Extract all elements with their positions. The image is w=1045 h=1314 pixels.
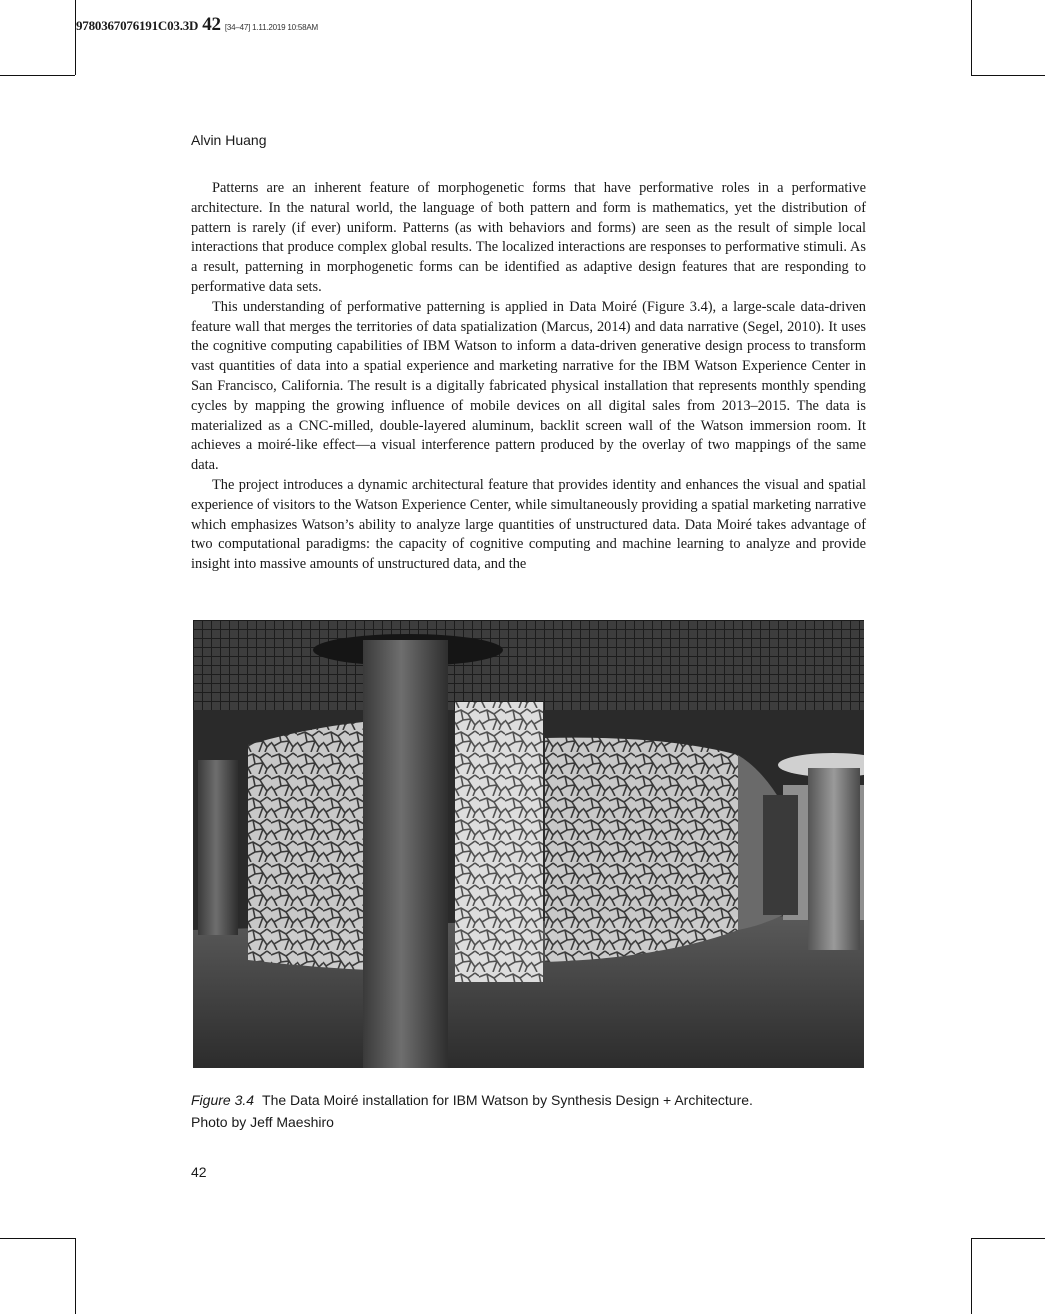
caption-text: The Data Moiré installation for IBM Watson by Synthesis Design + Architecture. xyxy=(262,1092,753,1108)
crop-mark xyxy=(75,1238,76,1314)
crop-mark xyxy=(971,1238,972,1314)
paragraph: This understanding of performative patterning is applied in Data Moiré (Figure 3.4), a large-scale data-driven feature wall that merges the territories of data spatialization (Marcus, 2014) and data narrative (Segel, 2010). It uses the cognitive computing capabilities of IBM Watson to inform a data-driven generative design process to transform vast quantities of data into a spatial experience and marketing narrative for the IBM Watson Experience Center in San Francisco, California. The result is a digitally fabricated physical installation that represents monthly spending cycles by mapping the growing influence of mobile devices on all digital sales from 2013–2015. The data is materialized as a CNC-milled, double-layered aluminum, backlit screen wall of the Watson immersion room. It achieves a moiré-like effect—a visual interference pattern produced by the overlay of two mappings of the same data. xyxy=(191,298,866,474)
figure-caption xyxy=(191,1089,871,1133)
running-head: Alvin Huang xyxy=(191,132,267,148)
paragraph: Patterns are an inherent feature of morphogenetic forms that have performative roles in a performative architecture. In the natural world, the language of both pattern and form is mathematics, yet the distribution of pattern is rarely (if ever) uniform. Patterns (as with behaviors and forms) are seen as the result of simple local interactions that produce complex global results. The localized interactions are responses to performative stimuli. As a result, patterning in morphogenetic forms can be identified as adaptive design features that are responding to performative data sets. xyxy=(191,180,866,295)
figure-photo xyxy=(193,620,864,1068)
crop-mark xyxy=(0,75,75,76)
photo-credit: Photo by Jeff Maeshiro xyxy=(191,1114,334,1130)
crop-mark xyxy=(971,1238,1045,1239)
figure-label: Figure 3.4 xyxy=(191,1092,255,1108)
printer-slug xyxy=(76,14,318,36)
slug-info: [34–47] 1.11.2019 10:58AM xyxy=(224,23,318,32)
crop-mark xyxy=(971,0,972,75)
crop-mark xyxy=(971,75,1045,76)
slug-page: 42 xyxy=(202,14,221,35)
page-number: 42 xyxy=(191,1164,207,1180)
body-text xyxy=(191,179,866,575)
crop-mark xyxy=(75,0,76,75)
slug-file-id: 9780367076191C03.3D xyxy=(76,18,199,33)
crop-mark xyxy=(0,1238,75,1239)
paragraph: The project introduces a dynamic architectural feature that provides identity and enhances the visual and spatial experience of visitors to the Watson Experience Center, while simultaneously providing a spatial marketing narrative which emphasizes Watson’s ability to analyze large quantities of unstructured data. Data Moiré takes advantage of two computational paradigms: the capacity of cognitive computing and machine learning to analyze and provide insight into massive amounts of unstructured data, and the xyxy=(191,476,866,573)
